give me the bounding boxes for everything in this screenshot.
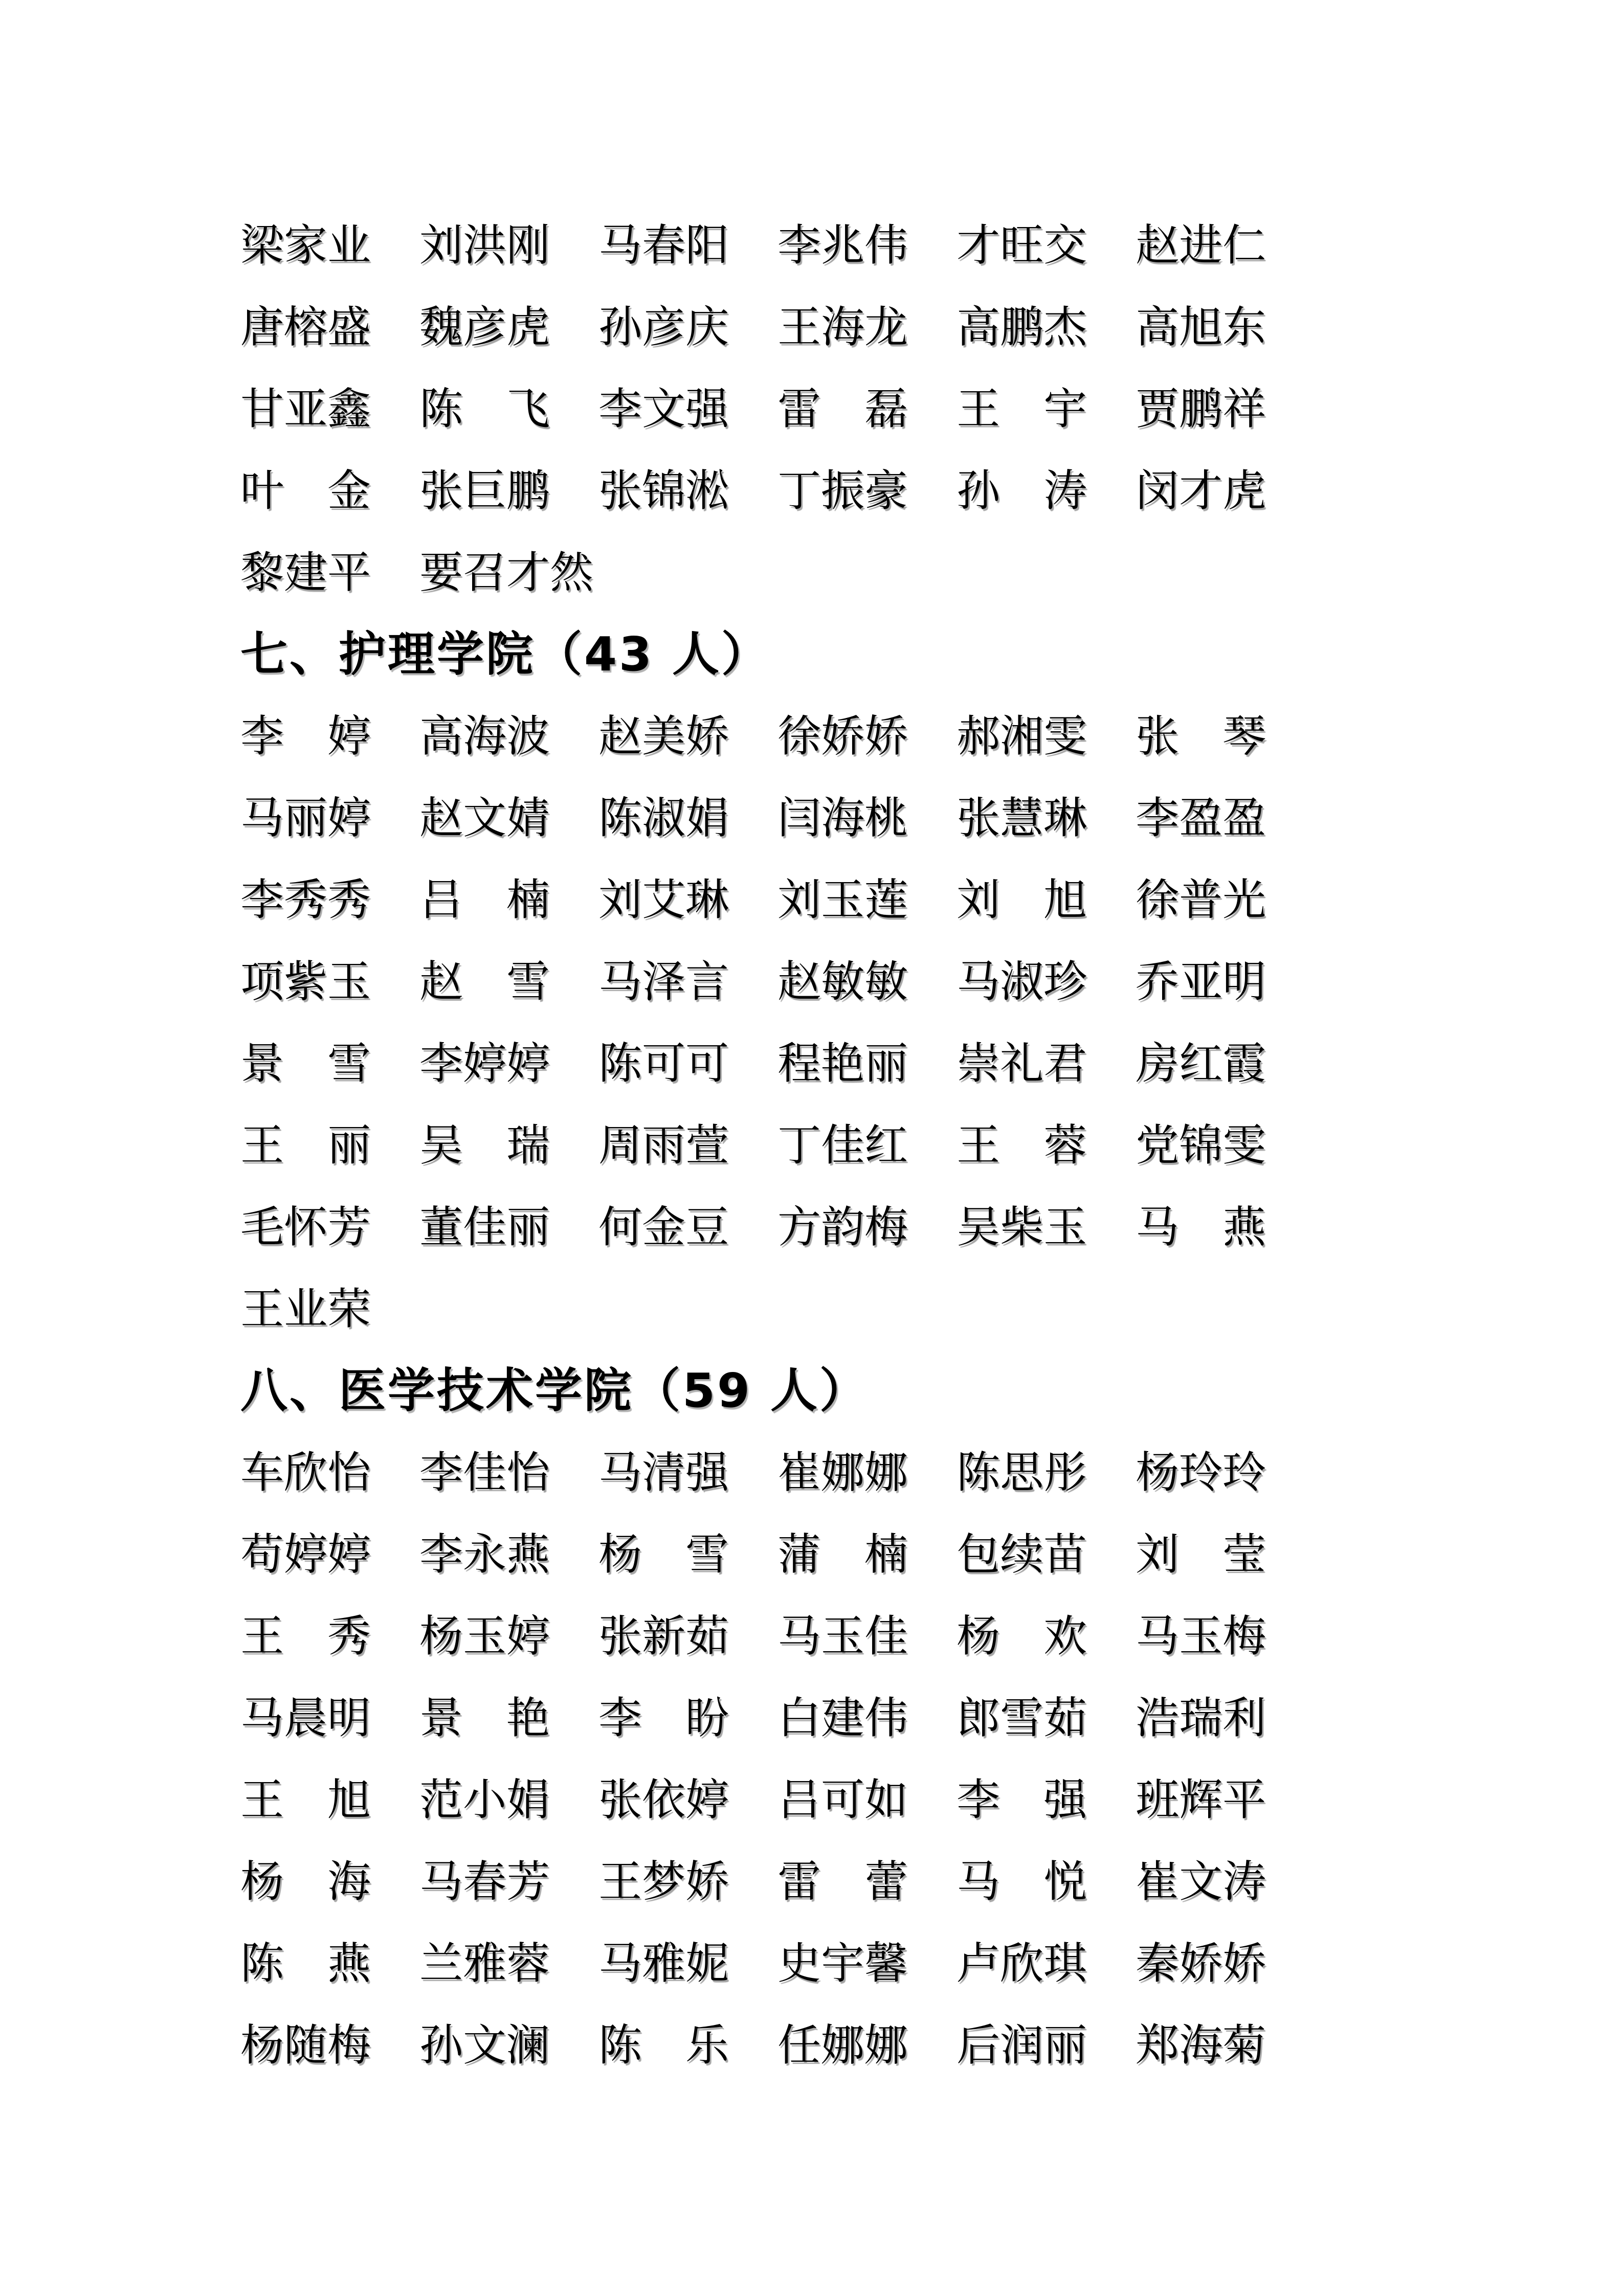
person-name: 马泽言 (598, 956, 729, 1007)
person-name: 雷 磊 (777, 384, 908, 435)
person-name: 张 琴 (1136, 711, 1266, 762)
person-name: 王 旭 (240, 1774, 371, 1826)
person-name: 陈可可 (598, 1038, 729, 1089)
person-name: 闫海桃 (777, 793, 908, 844)
person-name: 吕可如 (777, 1774, 908, 1826)
person-name: 甘亚鑫 (240, 384, 371, 435)
names-row (240, 2005, 1455, 2086)
person-name: 卢欣琪 (956, 1938, 1087, 1989)
person-name: 李文强 (598, 384, 729, 435)
person-name: 赵文婧 (419, 793, 550, 844)
person-name: 王 宇 (956, 384, 1087, 435)
names-row (240, 1186, 1455, 1268)
person-name: 崔娜娜 (777, 1447, 908, 1498)
person-name: 赵 雪 (419, 956, 550, 1007)
person-name: 毛怀芳 (240, 1202, 371, 1253)
person-name: 刘艾琳 (598, 874, 729, 926)
person-name: 马春阳 (598, 220, 729, 271)
person-name: 闵才虎 (1136, 465, 1266, 516)
names-row (240, 368, 1455, 450)
person-name: 赵美娇 (598, 711, 729, 762)
person-name: 杨 海 (240, 1856, 371, 1907)
name-list-document (240, 205, 1455, 2086)
person-name: 张巨鹏 (419, 465, 550, 516)
person-name: 陈 乐 (598, 2020, 729, 2071)
person-name: 梁家业 (240, 220, 371, 271)
person-name: 董佳丽 (419, 1202, 550, 1253)
person-name: 赵进仁 (1136, 220, 1266, 271)
person-name: 马雅妮 (598, 1938, 729, 1989)
person-name: 刘 旭 (956, 874, 1087, 926)
person-name: 王 秀 (240, 1611, 371, 1662)
person-name: 白建伟 (777, 1693, 908, 1744)
person-name: 周雨萱 (598, 1120, 729, 1171)
person-name: 李秀秀 (240, 874, 371, 926)
person-name: 叶 金 (240, 465, 371, 516)
person-name: 陈思彤 (956, 1447, 1087, 1498)
person-name: 车欣怡 (240, 1447, 371, 1498)
person-name: 唐榕盛 (240, 302, 371, 353)
person-name: 刘玉莲 (777, 874, 908, 926)
person-name: 王 丽 (240, 1120, 371, 1171)
person-name: 郑海菊 (1136, 2020, 1266, 2071)
person-name: 孙文澜 (419, 2020, 550, 2071)
person-name: 王梦娇 (598, 1856, 729, 1907)
person-name: 项紫玉 (240, 956, 371, 1007)
person-name: 刘洪刚 (419, 220, 550, 271)
person-name: 秦娇娇 (1136, 1938, 1266, 1989)
person-name: 史宇馨 (777, 1938, 908, 1989)
section-heading-line (240, 1350, 1455, 1432)
person-name: 陈淑娟 (598, 793, 729, 844)
names-row (240, 205, 1455, 286)
person-name: 张依婷 (598, 1774, 729, 1826)
person-name: 李 婷 (240, 711, 371, 762)
person-name: 魏彦虎 (419, 302, 550, 353)
names-row (240, 1432, 1455, 1514)
person-name: 陈 飞 (419, 384, 550, 435)
person-name: 张锦淞 (598, 465, 729, 516)
person-name: 吴柴玉 (956, 1202, 1087, 1253)
person-name: 崇礼君 (956, 1038, 1087, 1089)
names-row (240, 777, 1455, 859)
names-row (240, 859, 1455, 941)
section-heading-line (240, 614, 1455, 695)
person-name: 徐普光 (1136, 874, 1266, 926)
person-name: 马春芳 (419, 1856, 550, 1907)
person-name: 王业荣 (240, 1284, 371, 1335)
person-name: 马 悦 (956, 1856, 1087, 1907)
person-name: 杨玉婷 (419, 1611, 550, 1662)
person-name: 蒲 楠 (777, 1529, 908, 1580)
person-name: 杨 雪 (598, 1529, 729, 1580)
person-name: 乔亚明 (1136, 956, 1266, 1007)
names-row (240, 1023, 1455, 1105)
person-name: 雷 蕾 (777, 1856, 908, 1907)
person-name: 景 艳 (419, 1693, 550, 1744)
person-name: 苟婷婷 (240, 1529, 371, 1580)
person-name: 李永燕 (419, 1529, 550, 1580)
person-name: 王海龙 (777, 302, 908, 353)
person-name: 房红霞 (1136, 1038, 1266, 1089)
person-name: 班辉平 (1136, 1774, 1266, 1826)
names-row (240, 1268, 1455, 1350)
names-row (240, 532, 1455, 614)
person-name: 崔文涛 (1136, 1856, 1266, 1907)
names-row (240, 1923, 1455, 2005)
person-name: 陈 燕 (240, 1938, 371, 1989)
person-name: 王 蓉 (956, 1120, 1087, 1171)
person-name: 杨 欢 (956, 1611, 1087, 1662)
person-name: 范小娟 (419, 1774, 550, 1826)
person-name: 党锦雯 (1136, 1120, 1266, 1171)
person-name: 赵敏敏 (777, 956, 908, 1007)
person-name: 马淑珍 (956, 956, 1087, 1007)
person-name: 李 盼 (598, 1693, 729, 1744)
names-row (240, 941, 1455, 1023)
person-name: 刘 莹 (1136, 1529, 1266, 1580)
names-row (240, 1595, 1455, 1677)
person-name: 杨玲玲 (1136, 1447, 1266, 1498)
person-name: 高海波 (419, 711, 550, 762)
person-name: 丁佳红 (777, 1120, 908, 1171)
person-name: 徐娇娇 (777, 711, 908, 762)
names-row (240, 1759, 1455, 1841)
section-heading: 七、护理学院（43 人） (240, 627, 771, 682)
person-name: 高旭东 (1136, 302, 1266, 353)
person-name: 李 强 (956, 1774, 1087, 1826)
person-name: 高鹏杰 (956, 302, 1087, 353)
person-name: 才旺交 (956, 220, 1087, 271)
person-name: 张新茹 (598, 1611, 729, 1662)
person-name: 马玉佳 (777, 1611, 908, 1662)
person-name: 任娜娜 (777, 2020, 908, 2071)
person-name: 包续苗 (956, 1529, 1087, 1580)
names-row (240, 1841, 1455, 1923)
person-name: 马清强 (598, 1447, 729, 1498)
person-name: 孙 涛 (956, 465, 1087, 516)
person-name: 吴 瑞 (419, 1120, 550, 1171)
names-row (240, 1677, 1455, 1759)
person-name: 兰雅蓉 (419, 1938, 550, 1989)
person-name: 景 雪 (240, 1038, 371, 1089)
person-name: 张慧琳 (956, 793, 1087, 844)
person-name: 李婷婷 (419, 1038, 550, 1089)
person-name: 程艳丽 (777, 1038, 908, 1089)
names-row (240, 286, 1455, 368)
person-name: 马 燕 (1136, 1202, 1266, 1253)
person-name: 马晨明 (240, 1693, 371, 1744)
person-name: 黎建平 (240, 547, 371, 598)
person-name: 杨随梅 (240, 2020, 371, 2071)
person-name: 何金豆 (598, 1202, 729, 1253)
person-name: 浩瑞利 (1136, 1693, 1266, 1744)
names-row (240, 1105, 1455, 1186)
person-name: 李兆伟 (777, 220, 908, 271)
names-row (240, 695, 1455, 777)
names-row (240, 1514, 1455, 1595)
person-name: 郝湘雯 (956, 711, 1087, 762)
person-name: 方韵梅 (777, 1202, 908, 1253)
person-name: 马丽婷 (240, 793, 371, 844)
person-name: 马玉梅 (1136, 1611, 1266, 1662)
person-name: 丁振豪 (777, 465, 908, 516)
person-name: 吕 楠 (419, 874, 550, 926)
person-name: 李佳怡 (419, 1447, 550, 1498)
person-name: 贾鹏祥 (1136, 384, 1266, 435)
person-name: 要召才然 (419, 547, 594, 598)
person-name: 孙彦庆 (598, 302, 729, 353)
person-name: 李盈盈 (1136, 793, 1266, 844)
section-heading: 八、医学技术学院（59 人） (240, 1363, 869, 1418)
person-name: 后润丽 (956, 2020, 1087, 2071)
names-row (240, 450, 1455, 532)
person-name: 郎雪茹 (956, 1693, 1087, 1744)
